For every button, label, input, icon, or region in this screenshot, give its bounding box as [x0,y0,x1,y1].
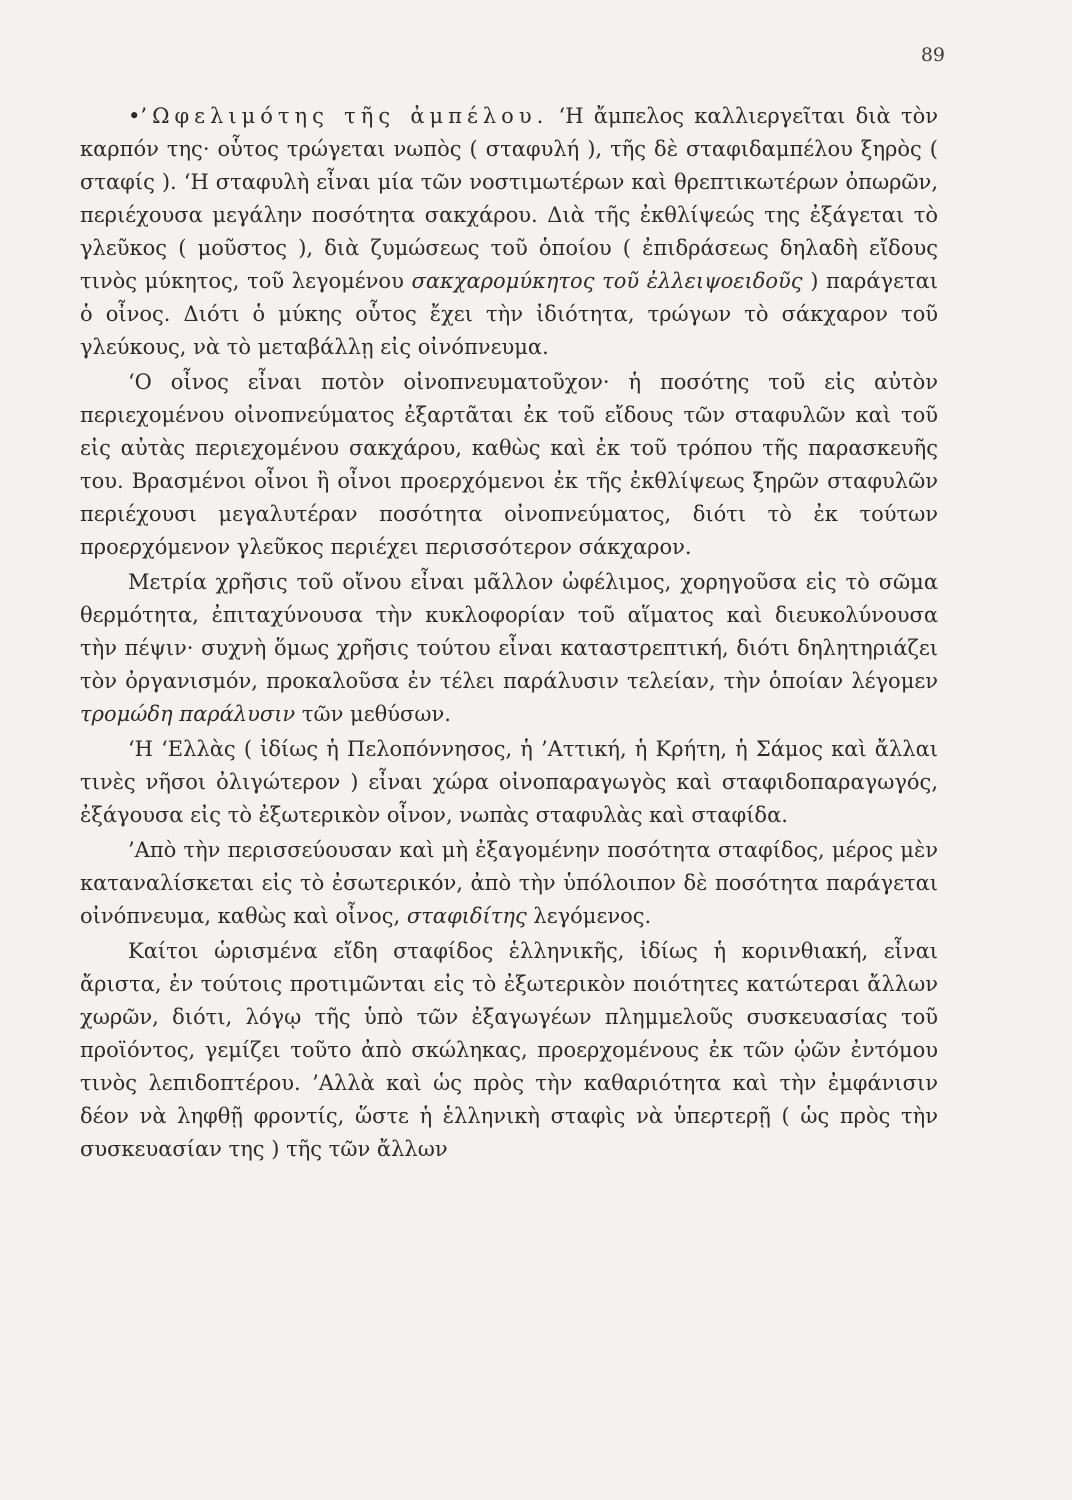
paragraph-text: ’Απὸ τὴν περισσεύουσαν καὶ μὴ ἐξαγομένην ποσότητα σταφίδος, μέρος μὲν καταναλίσκεται εἰς τὸ ἐσωτερικόν, ἀπὸ τὴν ὑπόλοιπον δὲ ποσότητα παράγεται οἰνόπνευμα, καθὼς καὶ οἶνος, [80,838,938,928]
paragraph-text: ‘Ο οἶνος εἶναι ποτὸν οἰνοπνευματοῦχον· ἡ ποσότης τοῦ εἰς αὐτὸν περιεχομένου οἰνοπνεύματος ἐξαρτᾶται ἐκ τοῦ εἴδους τῶν σταφυλῶν καὶ τοῦ εἰς αὐτὰς περιεχομένου σακχάρου, καθὼς καὶ ἐκ τοῦ τρόπου τῆς παρασκευῆς του. Βρασμένοι οἶνοι ἢ οἶνοι προερχόμενοι ἐκ τῆς ἐκθλίψεως ξηρῶν σταφυλῶν περιέχουσι μεγαλυτέραν ποσότητα οἰνοπνεύματος, διότι τὸ ἐκ τούτων προερχόμενον γλεῦκος περιέχει περισσότερον σάκχαρον. [80,370,938,559]
paragraph-moderate-use [80,566,938,731]
paragraph-wine [80,366,938,564]
margin-bullet: • [128,104,141,128]
paragraph-vine-usefulness [80,100,938,364]
paragraph-greece-production [80,733,938,832]
paragraph-text: ) παράγεται ὁ οἶνος. Διότι ὁ μύκης οὗτος ἔχει τὴν ἰδιότητα, τρώγων τὸ σάκχαρον τοῦ γλεύκους, νὰ τὸ μεταβάλλῃ εἰς οἰνόπνευμα. [80,269,938,359]
paragraph-text: Καίτοι ὡρισμένα εἴδη σταφίδος ἑλληνικῆς, ἰδίως ἡ κορινθιακή, εἶναι ἄριστα, ἐν τούτοις προτιμῶνται εἰς τὸ ἐξωτερικὸν ποιότητες κατώτεραι ἄλλων χωρῶν, διότι, λόγῳ τῆς ὑπὸ τῶν ἐξαγωγέων πλημμελοῦς συσκευασίας τοῦ προϊόντος, γεμίζει τοῦτο ἀπὸ σκώληκας, προερχομένους ἐκ τῶν ᾠῶν ἐντόμου τινὸς λεπιδοπτέρου. ’Αλλὰ καὶ ὡς πρὸς τὴν καθαριότητα καὶ τὴν ἐμφάνισιν δέον νὰ ληφθῇ φροντίς, ὥστε ἡ ἑλληνικὴ σταφὶς νὰ ὑπερτερῇ ( ὡς πρὸς τὴν συσκευασίαν της ) τῆς τῶν ἄλλων [80,939,938,1161]
paragraph-raisin-quality [80,935,938,1166]
page-number: 89 [920,44,945,66]
paragraph-text: ‘Η ‘Ελλὰς ( ἰδίως ἡ Πελοπόννησος, ἡ ’Αττική, ἡ Κρήτη, ἡ Σάμος καὶ ἄλλαι τινὲς νῆσοι ὀλιγώτερον ) εἶναι χώρα οἰνοπαραγωγὸς καὶ σταφιδοπαραγωγός, ἐξάγουσα εἰς τὸ ἐξωτερικὸν οἶνον, νωπὰς σταφυλὰς καὶ σταφίδα. [80,737,938,827]
italic-term: τρομώδη παράλυσιν [80,702,296,726]
body-text [80,100,938,1166]
paragraph-text: Μετρία χρῆσις τοῦ οἴνου εἶναι μᾶλλον ὠφέλιμος, χορηγοῦσα εἰς τὸ σῶμα θερμότητα, ἐπιταχύνουσα τὴν κυκλοφορίαν τοῦ αἵματος καὶ διευκολύνουσα τὴν πέψιν· συχνὴ ὅμως χρῆσις τούτου εἶναι καταστρεπτική, διότι δηλητηριάζει τὸν ὀργανισμόν, προκαλοῦσα ἐν τέλει παράλυσιν τελείαν, τὴν ὁποίαν λέγομεν [80,570,938,693]
paragraph-surplus-raisin [80,834,938,933]
section-heading: ’Ωφελιμότης τῆς ἀμπέλου. [140,104,549,128]
italic-term: σταφιδίτης [406,904,527,928]
paragraph-text: λεγόμενος. [526,904,652,928]
paragraph-text: τῶν μεθύσων. [295,702,451,726]
paragraph-text: ‘Η ἄμπελος καλλιεργεῖται διὰ τὸν καρπόν της· οὗτος τρώγεται νωπὸς ( σταφυλή ), τῆς δὲ σταφιδαμπέλου ξηρὸς ( σταφίς ). ‘Η σταφυλὴ εἶναι μία τῶν νοστιμωτέρων καὶ θρεπτικωτέρων ὀπωρῶν, περιέχουσα μεγάλην ποσότητα σακχάρου. Διὰ τῆς ἐκθλίψεώς της ἐξάγεται τὸ γλεῦκος ( μοῦστος ), διὰ ζυμώσεως τοῦ ὁποίου ( ἐπιδράσεως δηλαδὴ εἴδους τινὸς μύκητος, τοῦ λεγομένου [80,104,938,293]
italic-term: σακχαρομύκητος τοῦ ἐλλειψοειδοῦς [411,269,803,293]
